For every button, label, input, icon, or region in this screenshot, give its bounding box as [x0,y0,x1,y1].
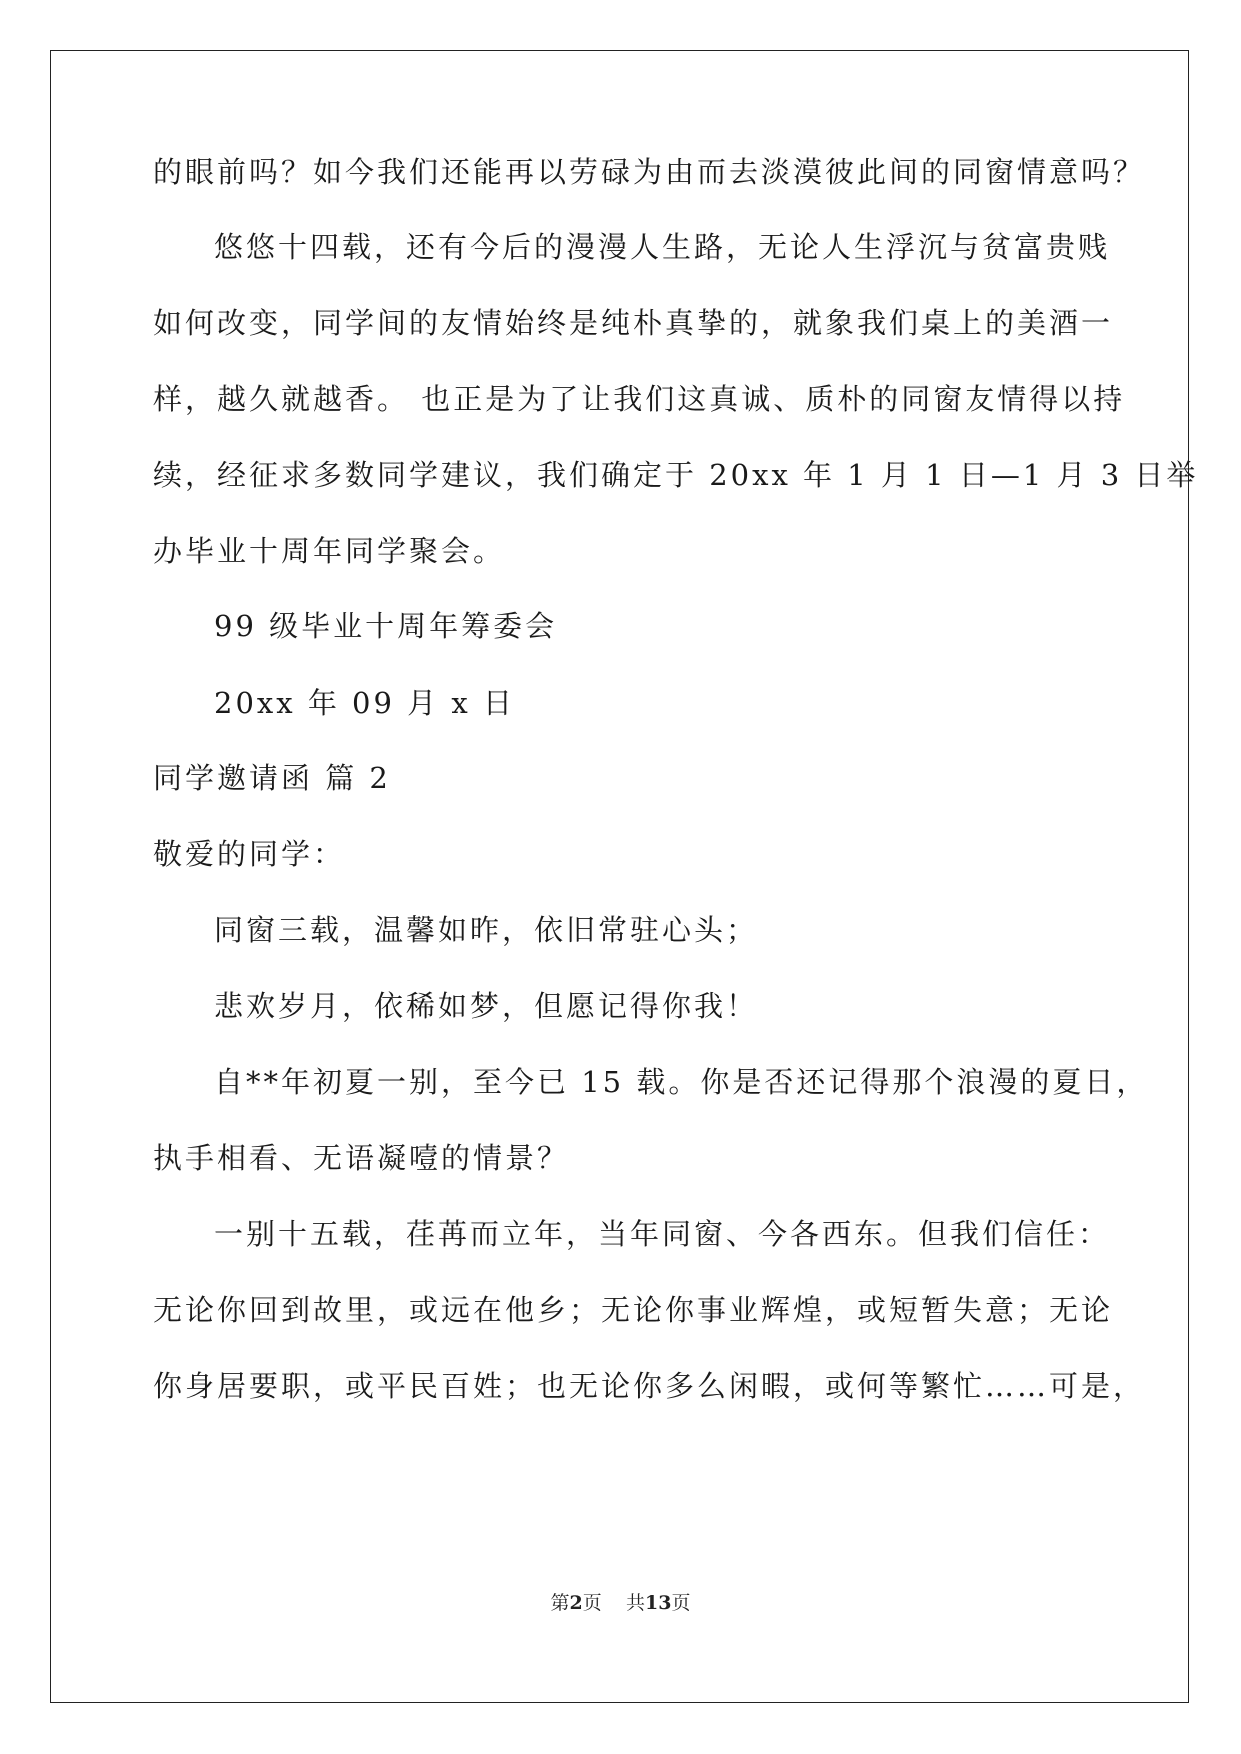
body-line: 自**年初夏一别，至今已 15 载。你是否还记得那个浪漫的夏日， [214,1065,1149,1099]
page-suffix: 页 [582,1592,602,1614]
body-line: 你身居要职，或平民百姓；也无论你多么闲暇，或何等繁忙……可是， [153,1369,1146,1403]
body-line: 的眼前吗？如今我们还能再以劳碌为由而去淡漠彼此间的同窗情意吗？ [153,155,1146,189]
total-suffix: 页 [671,1592,691,1614]
page-number: 2 [569,1592,583,1614]
body-line: 同窗三载，温馨如昨，依旧常驻心头； [214,913,759,947]
committee-signature: 99 级毕业十周年筹委会 [214,609,558,643]
page-footer [0,1590,1241,1616]
total-prefix: 共 [625,1592,645,1614]
salutation: 敬爱的同学： [153,837,346,871]
body-line: 悠悠十四载，还有今后的漫漫人生路，无论人生浮沉与贫富贵贱 [214,230,1111,264]
body-line: 样，越久就越香。 也正是为了让我们这真诚、质朴的同窗友情得以持 [153,382,1126,416]
signature-date: 20xx 年 09 月 x 日 [214,686,515,720]
body-line: 悲欢岁月，依稀如梦，但愿记得你我！ [214,989,759,1023]
body-line: 无论你回到故里，或远在他乡；无论你事业辉煌，或短暂失意；无论 [153,1293,1114,1327]
page-prefix: 第 [550,1592,570,1614]
body-line: 续，经征求多数同学建议，我们确定于 20xx 年 1 月 1 日—1 月 3 日举 [153,458,1199,492]
section-heading: 同学邀请函 篇 2 [153,761,391,795]
body-line: 一别十五载，荏苒而立年，当年同窗、今各西东。但我们信任： [214,1217,1111,1251]
page-border [50,50,1189,1703]
body-line: 如何改变，同学间的友情始终是纯朴真挚的，就象我们桌上的美酒一 [153,306,1114,340]
total-pages: 13 [644,1592,672,1614]
body-line: 办毕业十周年同学聚会。 [153,534,506,568]
body-line: 执手相看、无语凝噎的情景？ [153,1141,570,1175]
